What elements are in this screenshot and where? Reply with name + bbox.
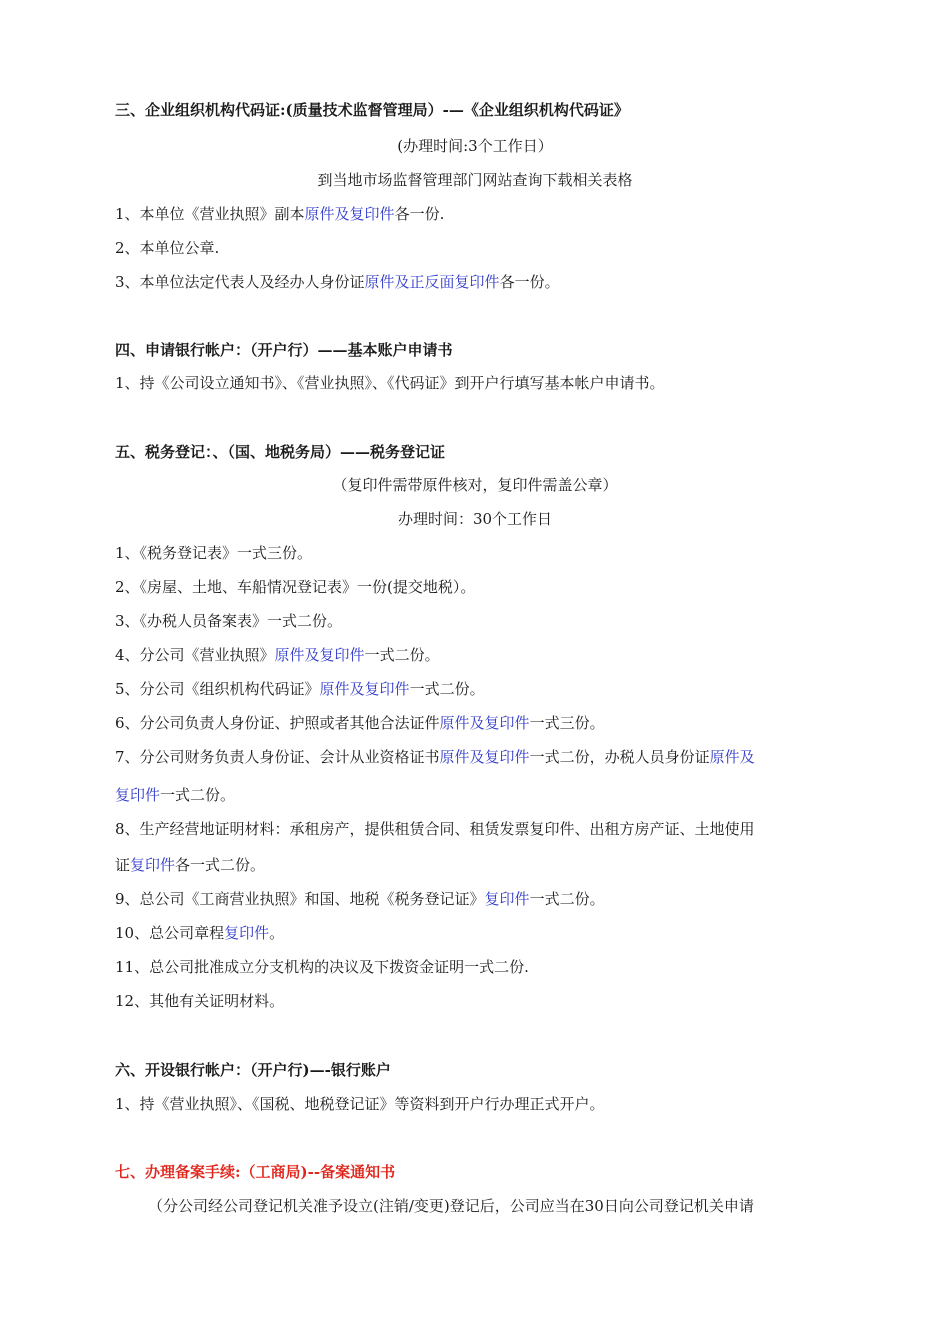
item-text-after: 一式二份。 <box>160 786 236 804</box>
item-text: 证 <box>115 856 131 874</box>
section-6-item-1: 1、持《营业执照》、《国税、地税登记证》等资料到开户行办理正式开户。 <box>115 1095 605 1113</box>
item-text: 10、总公司章程 <box>115 924 225 942</box>
item-highlight: 复印件 <box>484 890 530 908</box>
item-text: 9、总公司《工商营业执照》和国、地税《税务登记证》 <box>115 890 485 908</box>
section-5-item-5 <box>115 679 485 699</box>
section-5-heading: 五、税务登记：、（国、地税务局）——税务登记证 <box>115 443 446 461</box>
section-5-item-2: 2、《房屋、土地、车船情况登记表》一份(提交地税）。 <box>115 578 476 596</box>
section-5-item-11: 11、总公司批准成立分支机构的决议及下拨资金证明一式二份. <box>115 958 529 976</box>
item-text: 2、本单位公章. <box>115 239 220 257</box>
section-3-item-2 <box>115 238 219 258</box>
item-text-after: 各一式二份。 <box>175 856 266 874</box>
item-highlight: 原件及复印件 <box>304 205 395 223</box>
section-5-item-6 <box>115 713 605 733</box>
item-text-after: 。 <box>269 924 285 942</box>
section-6-heading: 六、开设银行帐户：（开户行)—-银行账户 <box>115 1061 391 1079</box>
section-3-heading: 三、企业组织机构代码证:(质量技术监督管理局）-—《企业组织机构代码证》 <box>115 101 629 119</box>
item-highlight: 原件及复印件 <box>439 714 530 732</box>
item-text: 1、本单位《营业执照》副本 <box>115 205 305 223</box>
item-text: 6、分公司负责人身份证、护照或者其他合法证件 <box>115 714 440 732</box>
section-5-item-7-cont <box>115 785 235 805</box>
section-4-heading: 四、申请银行帐户：（开户行）——基本账户申请书 <box>115 341 453 359</box>
item-highlight: 复印件 <box>224 924 270 942</box>
item-highlight: 原件及复印件 <box>274 646 365 664</box>
section-5-note-copies: （复印件需带原件核对，复印件需盖公章） <box>332 476 618 494</box>
section-7-paragraph: （分公司经公司登记机关准予设立(注销/变更)登记后，公司应当在30日向公司登记机关申请 <box>148 1197 754 1215</box>
section-5-note-time: 办理时间：30个工作日 <box>397 510 553 528</box>
item-text-after: 各一份。 <box>499 273 560 291</box>
section-5-item-1: 1、《税务登记表》一式三份。 <box>115 544 313 562</box>
section-5-item-12: 12、其他有关证明材料。 <box>115 992 285 1010</box>
item-highlight: 复印件 <box>115 786 161 804</box>
section-4-item-1: 1、持《公司设立通知书》、《营业执照》、《代码证》到开户行填写基本帐户申请书。 <box>115 374 665 392</box>
item-text: 7、分公司财务负责人身份证、会计从业资格证书 <box>115 748 440 766</box>
item-highlight: 原件及正反面复印件 <box>364 273 500 291</box>
section-5-item-3: 3、《办税人员备案表》一式二份。 <box>115 612 343 630</box>
item-text-after: 一式二份。 <box>409 680 485 698</box>
section-3-note-time: (办理时间:3个工作日） <box>397 137 553 155</box>
item-highlight: 原件及复印件 <box>439 748 530 766</box>
item-text: 4、分公司《营业执照》 <box>115 646 275 664</box>
section-5-item-10 <box>115 923 284 943</box>
item-highlight: 原件及复印件 <box>319 680 410 698</box>
item-text-after: 一式二份。 <box>529 890 605 908</box>
item-text-after: 一式三份。 <box>529 714 605 732</box>
section-3-note-download: 到当地市场监督管理部门网站查询下载相关表格 <box>317 171 633 189</box>
section-5-item-7 <box>115 747 755 767</box>
item-text-after: 各一份. <box>394 205 445 223</box>
item-text: 5、分公司《组织机构代码证》 <box>115 680 320 698</box>
item-highlight-2: 原件及 <box>709 748 755 766</box>
section-7-heading: 七、办理备案手续:（工商局)--备案通知书 <box>115 1163 396 1181</box>
item-highlight: 复印件 <box>130 856 176 874</box>
section-5-item-9 <box>115 889 605 909</box>
section-5-item-8-cont <box>115 855 265 875</box>
section-5-item-8: 8、生产经营地证明材料：承租房产，提供租赁合同、租赁发票复印件、出租方房产证、土地使用 <box>115 820 755 838</box>
section-5-item-4 <box>115 645 440 665</box>
item-text-after: 一式二份。 <box>364 646 440 664</box>
item-text-after: 一式二份，办税人员身份证 <box>529 748 710 766</box>
item-text: 3、本单位法定代表人及经办人身份证 <box>115 273 365 291</box>
section-3-item-1 <box>115 204 444 224</box>
section-3-item-3 <box>115 272 560 292</box>
